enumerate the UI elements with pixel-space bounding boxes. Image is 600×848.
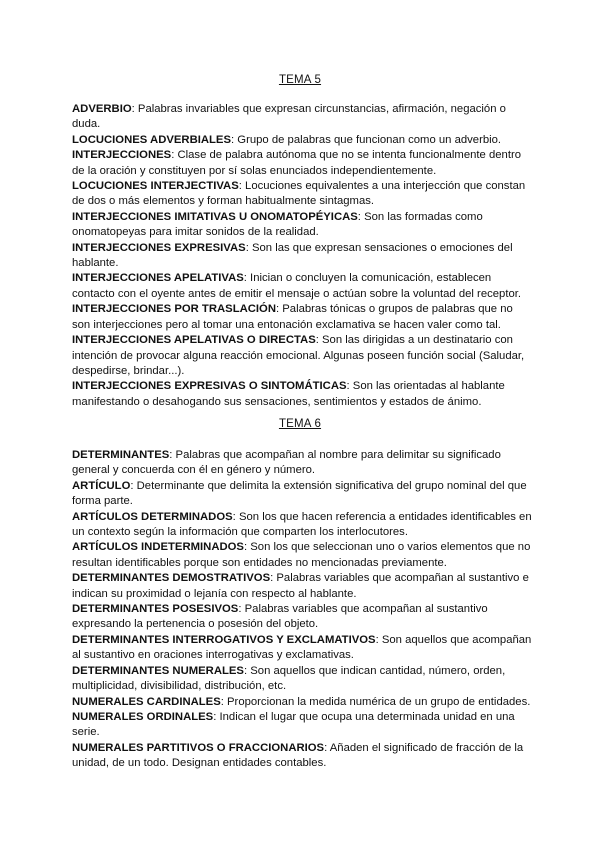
definition-term: DETERMINANTES DEMOSTRATIVOS bbox=[72, 572, 271, 585]
definition-term: NUMERALES ORDINALES bbox=[72, 710, 214, 723]
definition-entry bbox=[72, 448, 532, 479]
definition-term: ARTÍCULO bbox=[72, 479, 131, 492]
tema-5-heading: TEMA 5 bbox=[278, 74, 322, 86]
definition-text: : Indican el lugar que ocupa una determinada unidad en una serie. bbox=[72, 710, 515, 739]
definition-text: : Palabras variables que acompañan al sustantivo e indican su proximidad o lejanía con respecto al hablante. bbox=[72, 572, 529, 600]
definition-term: DETERMINANTES POSESIVOS bbox=[72, 603, 239, 616]
definition-entry bbox=[72, 302, 532, 333]
definition-term: ADVERBIO bbox=[72, 103, 132, 115]
tema-6-definitions bbox=[72, 448, 532, 772]
definition-text: : Grupo de palabras que funcionan como un adverbio. bbox=[231, 133, 502, 146]
definition-entry bbox=[72, 710, 532, 741]
definition-entry bbox=[72, 179, 532, 210]
definition-term: INTERJECCIONES bbox=[72, 149, 172, 162]
definition-text: : Son las formadas como onomatopeyas para imitar sonidos de la realidad. bbox=[72, 210, 483, 239]
definition-entry bbox=[72, 271, 532, 302]
definition-entry bbox=[72, 510, 532, 541]
definition-entry bbox=[72, 148, 532, 179]
definition-term: INTERJECCIONES POR TRASLACIÓN bbox=[72, 303, 276, 316]
definition-term: LOCUCIONES ADVERBIALES bbox=[72, 133, 232, 146]
definition-entry bbox=[72, 664, 532, 695]
definition-term: INTERJECCIONES APELATIVAS O DIRECTAS bbox=[72, 334, 316, 347]
definition-term: DETERMINANTES bbox=[72, 449, 170, 461]
definition-text: : Clase de palabra autónoma que no se intenta funcionalmente dentro de la oración y constituyen por sí solas enunciados independientemente. bbox=[72, 149, 522, 177]
definition-text: : Inician o concluyen la comunicación, establecen contacto con el oyente antes de emitir el mensaje o actúan sobre la voluntad del receptor. bbox=[72, 272, 522, 300]
definition-entry bbox=[72, 210, 532, 241]
definition-entry bbox=[72, 241, 532, 272]
definition-entry bbox=[72, 379, 532, 410]
definition-text: : Son aquellos que acompañan al sustantivo en oraciones interrogativas y exclamativas. bbox=[72, 633, 532, 662]
definition-term: NUMERALES CARDINALES bbox=[72, 695, 221, 708]
definition-text: : Son los que hacen referencia a entidades identificables en un contexto según la información que comparten los interlocutores. bbox=[72, 510, 532, 539]
definition-term: ARTÍCULOS INDETERMINADOS bbox=[72, 541, 244, 554]
definition-entry bbox=[72, 695, 532, 710]
definition-term: LOCUCIONES INTERJECTIVAS bbox=[72, 180, 239, 193]
definition-text: : Palabras tónicas o grupos de palabras que no son interjecciones pero al tomar una entonación exclamativa se hacen valer como tal. bbox=[72, 303, 513, 331]
definition-term: INTERJECCIONES IMITATIVAS U ONOMATOPÉYICAS bbox=[72, 210, 358, 223]
definition-entry bbox=[72, 602, 532, 633]
definition-term: ARTÍCULOS DETERMINADOS bbox=[72, 510, 233, 523]
definition-text: : Palabras que acompañan al nombre para delimitar su significado general y concuerda con él en género y número. bbox=[72, 449, 501, 477]
definition-entry bbox=[72, 102, 532, 133]
definition-entry bbox=[72, 633, 532, 664]
definition-text: : Locuciones equivalentes a una interjección que constan de dos o más elementos y forman habitualmente sintagmas. bbox=[72, 180, 526, 208]
definition-text: : Son las dirigidas a un destinatario con intención de provocar alguna reacción emocional. Algunas poseen función social (Saludar, despedirse, brindar...). bbox=[72, 334, 525, 377]
definition-entry bbox=[72, 540, 532, 571]
tema-6-heading: TEMA 6 bbox=[278, 418, 322, 430]
definition-term: DETERMINANTES INTERROGATIVOS Y EXCLAMATIVOS bbox=[72, 633, 376, 646]
definition-term: INTERJECCIONES EXPRESIVAS bbox=[72, 241, 246, 254]
tema-5-definitions bbox=[72, 102, 532, 410]
definition-text: : Son los que seleccionan uno o varios elementos que no resultan identificables porque son entidades no mencionadas previamente. bbox=[72, 541, 531, 569]
definition-text: : Añaden el significado de fracción de la unidad, de un todo. Designan entidades contables. bbox=[72, 741, 524, 770]
definition-entry bbox=[72, 479, 532, 510]
definition-text: : Proporcionan la medida numérica de un grupo de entidades. bbox=[220, 695, 531, 708]
definition-text: : Palabras variables que acompañan al sustantivo expresando la pertenencia o posesión del objeto. bbox=[72, 603, 488, 631]
definition-term: INTERJECCIONES APELATIVAS bbox=[72, 272, 244, 285]
definition-text: : Son las que expresan sensaciones o emociones del hablante. bbox=[72, 241, 513, 270]
definition-text: : Determinante que delimita la extensión significativa del grupo nominal del que forma parte. bbox=[72, 479, 527, 508]
definition-term: INTERJECCIONES EXPRESIVAS O SINTOMÁTICAS bbox=[72, 380, 347, 393]
definition-entry bbox=[72, 333, 532, 379]
definition-term: DETERMINANTES NUMERALES bbox=[72, 664, 244, 677]
definition-entry bbox=[72, 571, 532, 602]
definition-term: NUMERALES PARTITIVOS O FRACCIONARIOS bbox=[72, 741, 325, 754]
definition-entry bbox=[72, 133, 532, 148]
definition-text: : Son las orientadas al hablante manifestando o desahogando sus sensaciones, sentimientos y estados de ánimo. bbox=[72, 380, 505, 408]
definition-text: : Palabras invariables que expresan circunstancias, afirmación, negación o duda. bbox=[72, 103, 506, 131]
definition-text: : Son aquellos que indican cantidad, número, orden, multiplicidad, divisibilidad, distribución, etc. bbox=[72, 664, 506, 693]
definition-entry bbox=[72, 741, 532, 772]
